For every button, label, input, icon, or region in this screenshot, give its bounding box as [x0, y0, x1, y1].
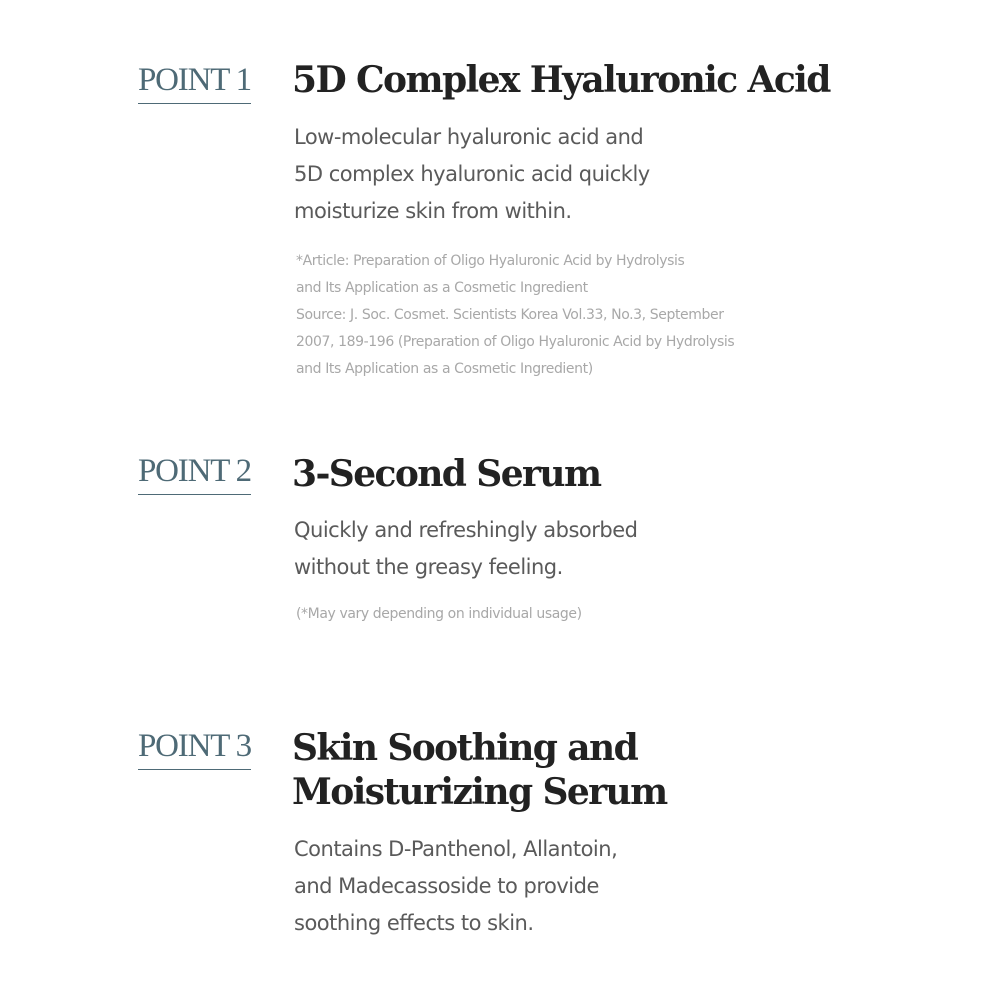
- point-2-footnote-line-1: (*May vary depending on individual usage): [296, 606, 582, 622]
- point-1-footnote-line-3: Source: J. Soc. Cosmet. Scientists Korea Vol.33, No.3, September: [296, 307, 724, 323]
- point-1-footnote-line-4: 2007, 189-196 (Preparation of Oligo Hyaluronic Acid by Hydrolysis: [296, 334, 735, 350]
- point-1-description: [294, 119, 650, 230]
- point-3-label-underline: [138, 769, 251, 770]
- point-2-label-underline: [138, 494, 251, 495]
- point-3-description: [294, 831, 617, 942]
- point-3-label: [138, 728, 251, 764]
- point-2-description: [294, 512, 637, 586]
- point-3-description-line-3: soothing effects to skin.: [294, 911, 534, 935]
- point-3-label-text: POINT 3: [138, 728, 251, 764]
- point-1-description-line-1: Low-molecular hyaluronic acid and: [294, 125, 644, 149]
- point-2-description-line-2: without the greasy feeling.: [294, 555, 563, 579]
- point-2-title: [292, 452, 600, 496]
- point-3-title: [292, 726, 667, 814]
- point-1-description-line-2: 5D complex hyaluronic acid quickly: [294, 162, 650, 186]
- point-2-description-line-1: Quickly and refreshingly absorbed: [294, 518, 638, 542]
- point-2-title-line-1: 3-Second Serum: [292, 453, 601, 495]
- point-1-title-line-1: 5D Complex Hyaluronic Acid: [292, 59, 830, 101]
- point-3-description-line-1: Contains D-Panthenol, Allantoin,: [294, 837, 618, 861]
- point-1-footnote-line-5: and Its Application as a Cosmetic Ingredient): [296, 361, 593, 377]
- point-1-footnote-line-1: *Article: Preparation of Oligo Hyaluronic Acid by Hydrolysis: [296, 253, 685, 269]
- point-1-description-line-3: moisturize skin from within.: [294, 199, 572, 223]
- point-1-label-underline: [138, 103, 251, 104]
- point-3-title-line-1: Skin Soothing and: [292, 727, 638, 769]
- point-1-footnote-line-2: and Its Application as a Cosmetic Ingredient: [296, 280, 588, 296]
- point-2-label-text: POINT 2: [138, 453, 251, 489]
- point-1-label: [138, 62, 251, 98]
- point-2-footnote: [296, 601, 582, 628]
- point-3-title-line-2: Moisturizing Serum: [292, 771, 667, 813]
- point-1-label-text: POINT 1: [138, 62, 251, 98]
- point-3-description-line-2: and Madecassoside to provide: [294, 874, 599, 898]
- point-1-title: [292, 58, 830, 102]
- point-2-label: [138, 453, 251, 489]
- point-1-footnote: [296, 248, 734, 383]
